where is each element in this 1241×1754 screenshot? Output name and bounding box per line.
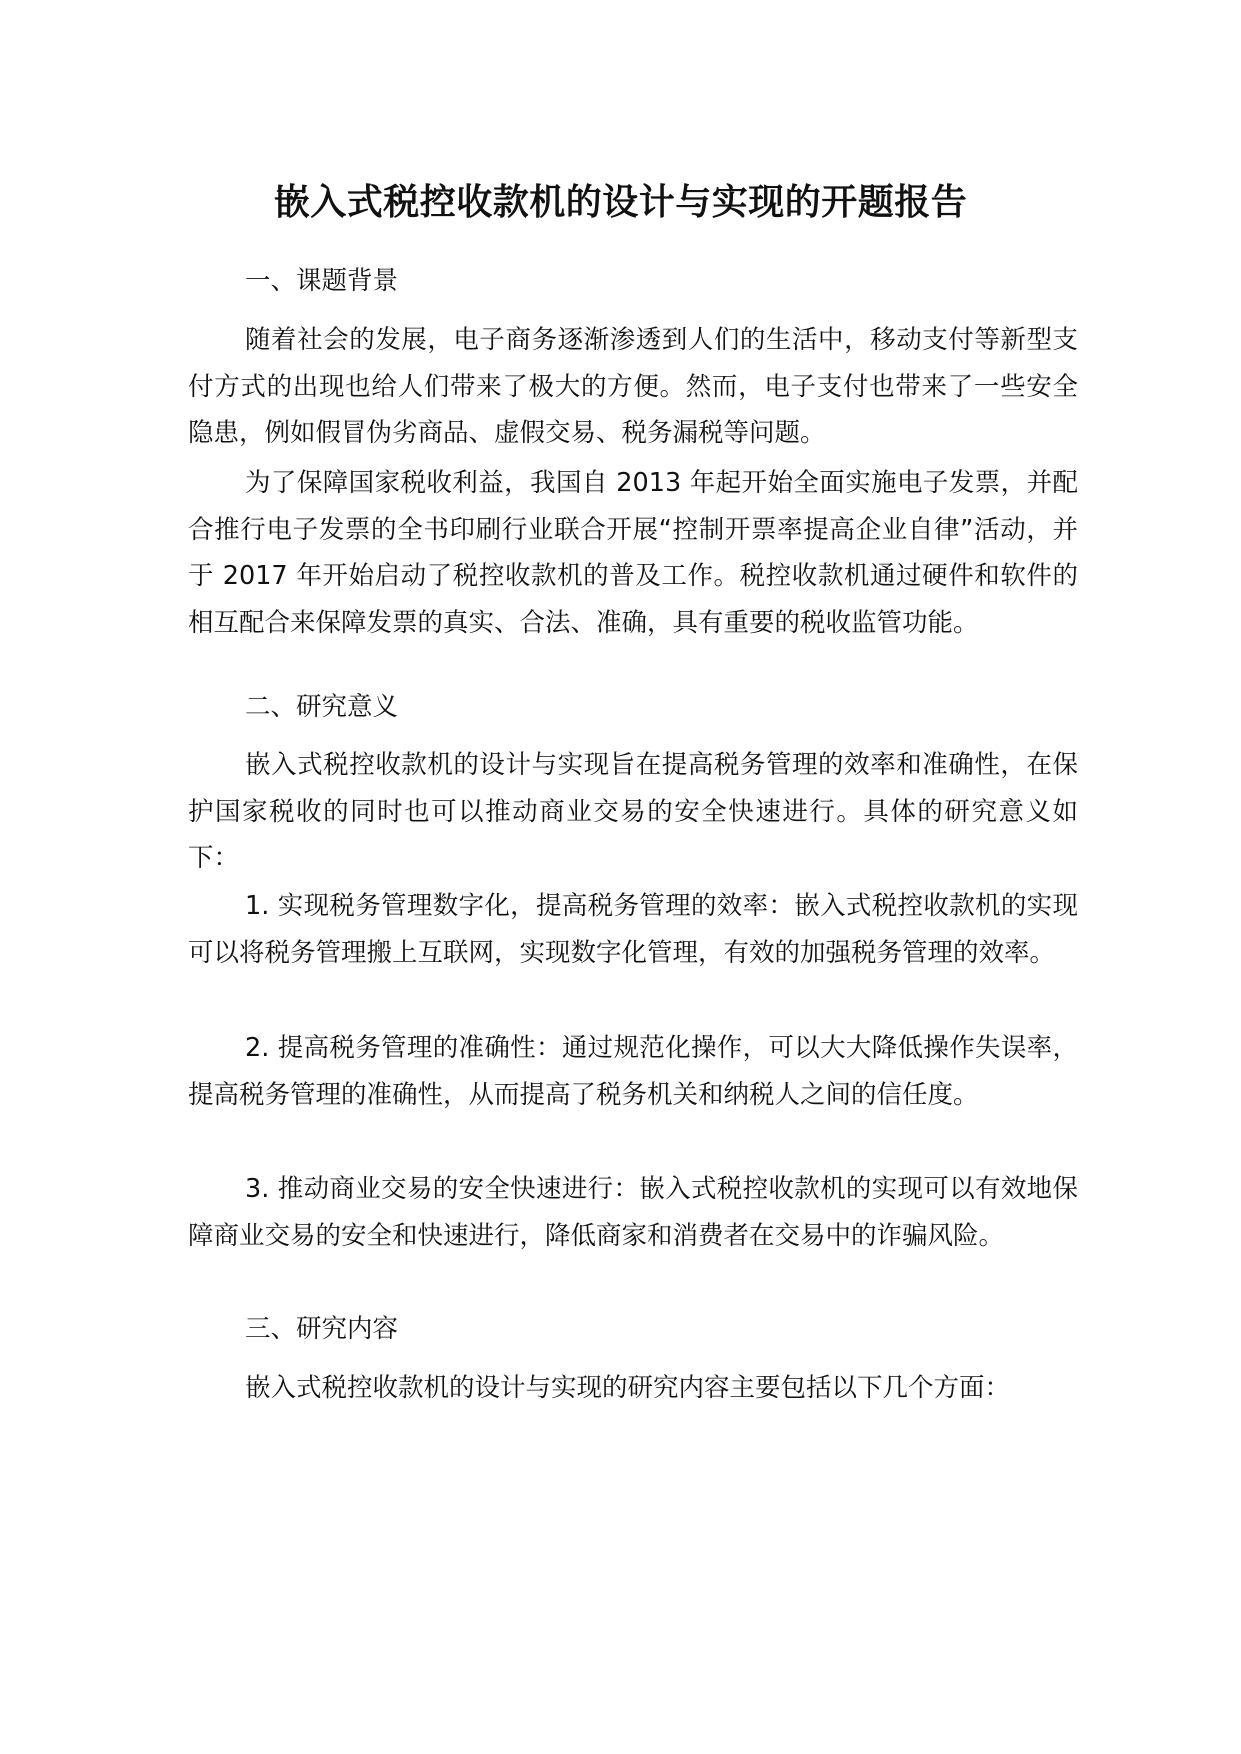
list-item: 1. 实现税务管理数字化，提高税务管理的效率：嵌入式税控收款机的实现可以将税务管理搬上互联网，实现数字化管理，有效的加强税务管理的效率。	[188, 891, 1078, 968]
section-heading-significance: 二、研究意义	[245, 692, 399, 722]
paragraph: 随着社会的发展，电子商务逐渐渗透到人们的生活中，移动支付等新型支付方式的出现也给人们带来了极大的方便。然而，电子支付也带来了一些安全隐患，例如假冒伪劣商品、虚假交易、税务漏税等问题。	[188, 325, 1078, 448]
list-item: 3. 推动商业交易的安全快速进行：嵌入式税控收款机的实现可以有效地保障商业交易的安全和快速进行，降低商家和消费者在交易中的诈骗风险。	[188, 1174, 1078, 1251]
paragraph: 嵌入式税控收款机的设计与实现旨在提高税务管理的效率和准确性，在保护国家税收的同时也可以推动商业交易的安全快速进行。具体的研究意义如下：	[188, 750, 1078, 873]
section-heading-background: 一、课题背景	[245, 266, 399, 296]
document-title: 嵌入式税控收款机的设计与实现的开题报告	[273, 182, 968, 223]
paragraph: 嵌入式税控收款机的设计与实现的研究内容主要包括以下几个方面：	[245, 1373, 1011, 1403]
paragraph: 为了保障国家税收利益，我国自 2013 年起开始全面实施电子发票，并配合推行电子发票的全书印刷行业联合开展“控制开票率提高企业自律”活动，并于 2017 年开始启动了税控收款机的普及工作。税控收款机通过硬件和软件的相互配合来保障发票的真实、合法、准确，具有重要的税收监管功能。	[188, 468, 1078, 638]
list-item: 2. 提高税务管理的准确性：通过规范化操作，可以大大降低操作失误率，提高税务管理的准确性，从而提高了税务机关和纳税人之间的信任度。	[188, 1033, 1078, 1110]
section-heading-content: 三、研究内容	[245, 1314, 399, 1344]
